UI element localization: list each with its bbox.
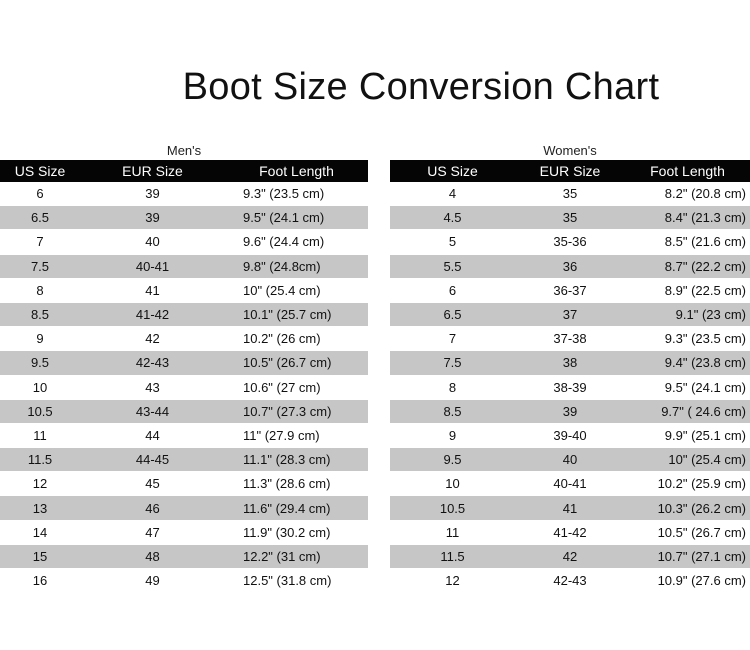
eur-size-cell: 43-44 <box>80 399 225 423</box>
eur-size-cell: 39 <box>80 182 225 206</box>
foot-length-cell: 8.9" (22.5 cm) <box>625 278 750 302</box>
table-row <box>390 278 750 302</box>
table-row <box>390 520 750 544</box>
table-row <box>0 206 368 230</box>
eur-size-cell: 41-42 <box>80 302 225 326</box>
foot-length-cell: 10.7" (27.3 cm) <box>225 399 368 423</box>
mens-size-table <box>0 160 368 593</box>
eur-size-cell: 36 <box>515 254 625 278</box>
womens-size-table <box>390 160 750 593</box>
eur-size-cell: 36-37 <box>515 278 625 302</box>
eur-size-cell: 46 <box>80 496 225 520</box>
womens-header-us-size: US Size <box>390 160 515 182</box>
table-row <box>0 351 368 375</box>
us-size-cell: 4.5 <box>390 206 515 230</box>
table-row <box>390 569 750 593</box>
foot-length-cell: 10.5" (26.7 cm) <box>625 520 750 544</box>
table-row <box>0 302 368 326</box>
foot-length-cell: 10.7" (27.1 cm) <box>625 544 750 568</box>
eur-size-cell: 45 <box>80 472 225 496</box>
us-size-cell: 10 <box>390 472 515 496</box>
eur-size-cell: 42-43 <box>515 569 625 593</box>
eur-size-cell: 40 <box>515 448 625 472</box>
table-row <box>0 496 368 520</box>
us-size-cell: 4 <box>390 182 515 206</box>
eur-size-cell: 48 <box>80 544 225 568</box>
us-size-cell: 16 <box>0 569 80 593</box>
us-size-cell: 10 <box>0 375 80 399</box>
us-size-cell: 8 <box>390 375 515 399</box>
table-row <box>390 448 750 472</box>
eur-size-cell: 41 <box>515 496 625 520</box>
table-row <box>0 182 368 206</box>
us-size-cell: 10.5 <box>0 399 80 423</box>
us-size-cell: 8 <box>0 278 80 302</box>
foot-length-cell: 10.6" (27 cm) <box>225 375 368 399</box>
table-row <box>0 569 368 593</box>
us-size-cell: 5 <box>390 230 515 254</box>
us-size-cell: 7.5 <box>0 254 80 278</box>
page-title: Boot Size Conversion Chart <box>182 66 660 108</box>
us-size-cell: 7 <box>390 327 515 351</box>
us-size-cell: 15 <box>0 544 80 568</box>
table-row <box>390 230 750 254</box>
mens-size-section <box>0 142 368 593</box>
table-row <box>390 327 750 351</box>
table-row <box>0 448 368 472</box>
mens-header-eur-size: EUR Size <box>80 160 225 182</box>
table-row <box>390 302 750 326</box>
us-size-cell: 6.5 <box>390 302 515 326</box>
us-size-cell: 12 <box>390 569 515 593</box>
eur-size-cell: 35 <box>515 182 625 206</box>
foot-length-cell: 10.1" (25.7 cm) <box>225 302 368 326</box>
table-row <box>390 472 750 496</box>
us-size-cell: 9.5 <box>390 448 515 472</box>
table-row <box>0 423 368 447</box>
foot-length-cell: 9.9" (25.1 cm) <box>625 423 750 447</box>
foot-length-cell: 11.9" (30.2 cm) <box>225 520 368 544</box>
womens-table-body <box>390 182 750 593</box>
foot-length-cell: 8.2" (20.8 cm) <box>625 182 750 206</box>
eur-size-cell: 41 <box>80 278 225 302</box>
womens-size-section <box>390 142 750 593</box>
foot-length-cell: 8.5" (21.6 cm) <box>625 230 750 254</box>
us-size-cell: 8.5 <box>390 399 515 423</box>
foot-length-cell: 10" (25.4 cm) <box>225 278 368 302</box>
eur-size-cell: 44-45 <box>80 448 225 472</box>
us-size-cell: 13 <box>0 496 80 520</box>
us-size-cell: 8.5 <box>0 302 80 326</box>
table-row <box>0 472 368 496</box>
table-row <box>0 230 368 254</box>
table-row <box>0 520 368 544</box>
foot-length-cell: 9.4" (23.8 cm) <box>625 351 750 375</box>
table-row <box>0 399 368 423</box>
table-row <box>390 351 750 375</box>
foot-length-cell: 9.5" (24.1 cm) <box>625 375 750 399</box>
us-size-cell: 6.5 <box>0 206 80 230</box>
foot-length-cell: 12.5" (31.8 cm) <box>225 569 368 593</box>
eur-size-cell: 39 <box>80 206 225 230</box>
table-row <box>390 254 750 278</box>
foot-length-cell: 9.3" (23.5 cm) <box>625 327 750 351</box>
us-size-cell: 11 <box>0 423 80 447</box>
us-size-cell: 11 <box>390 520 515 544</box>
foot-length-cell: 9.8" (24.8cm) <box>225 254 368 278</box>
eur-size-cell: 40-41 <box>80 254 225 278</box>
eur-size-cell: 35-36 <box>515 230 625 254</box>
table-row <box>390 544 750 568</box>
eur-size-cell: 37-38 <box>515 327 625 351</box>
mens-header-foot-length: Foot Length <box>225 160 368 182</box>
mens-table-header-row <box>0 160 368 182</box>
table-row <box>390 399 750 423</box>
table-row <box>0 278 368 302</box>
eur-size-cell: 37 <box>515 302 625 326</box>
foot-length-cell: 9.7" ( 24.6 cm) <box>625 399 750 423</box>
foot-length-cell: 10" (25.4 cm) <box>625 448 750 472</box>
foot-length-cell: 10.2" (26 cm) <box>225 327 368 351</box>
eur-size-cell: 40-41 <box>515 472 625 496</box>
eur-size-cell: 42 <box>515 544 625 568</box>
us-size-cell: 7.5 <box>390 351 515 375</box>
foot-length-cell: 11" (27.9 cm) <box>225 423 368 447</box>
foot-length-cell: 12.2" (31 cm) <box>225 544 368 568</box>
foot-length-cell: 8.4" (21.3 cm) <box>625 206 750 230</box>
eur-size-cell: 38-39 <box>515 375 625 399</box>
us-size-cell: 14 <box>0 520 80 544</box>
eur-size-cell: 42-43 <box>80 351 225 375</box>
foot-length-cell: 9.6" (24.4 cm) <box>225 230 368 254</box>
eur-size-cell: 41-42 <box>515 520 625 544</box>
mens-header-us-size: US Size <box>0 160 80 182</box>
us-size-cell: 11.5 <box>390 544 515 568</box>
eur-size-cell: 43 <box>80 375 225 399</box>
foot-length-cell: 10.9" (27.6 cm) <box>625 569 750 593</box>
foot-length-cell: 9.5" (24.1 cm) <box>225 206 368 230</box>
foot-length-cell: 11.3" (28.6 cm) <box>225 472 368 496</box>
womens-section-label: Women's <box>543 143 597 158</box>
eur-size-cell: 40 <box>80 230 225 254</box>
foot-length-cell: 10.3" (26.2 cm) <box>625 496 750 520</box>
us-size-cell: 11.5 <box>0 448 80 472</box>
foot-length-cell: 11.6" (29.4 cm) <box>225 496 368 520</box>
us-size-cell: 10.5 <box>390 496 515 520</box>
table-row <box>390 182 750 206</box>
table-row <box>0 375 368 399</box>
table-row <box>390 423 750 447</box>
us-size-cell: 5.5 <box>390 254 515 278</box>
us-size-cell: 9 <box>390 423 515 447</box>
foot-length-cell: 10.5" (26.7 cm) <box>225 351 368 375</box>
table-row <box>390 375 750 399</box>
womens-table-header-row <box>390 160 750 182</box>
mens-table-body <box>0 182 368 593</box>
foot-length-cell: 10.2" (25.9 cm) <box>625 472 750 496</box>
table-row <box>0 254 368 278</box>
foot-length-cell: 9.1" (23 cm) <box>625 302 750 326</box>
table-row <box>0 327 368 351</box>
table-row <box>390 496 750 520</box>
us-size-cell: 6 <box>0 182 80 206</box>
womens-header-foot-length: Foot Length <box>625 160 750 182</box>
us-size-cell: 12 <box>0 472 80 496</box>
us-size-cell: 9.5 <box>0 351 80 375</box>
us-size-cell: 9 <box>0 327 80 351</box>
table-row <box>390 206 750 230</box>
womens-header-eur-size: EUR Size <box>515 160 625 182</box>
eur-size-cell: 39 <box>515 399 625 423</box>
eur-size-cell: 35 <box>515 206 625 230</box>
us-size-cell: 6 <box>390 278 515 302</box>
foot-length-cell: 8.7" (22.2 cm) <box>625 254 750 278</box>
foot-length-cell: 9.3" (23.5 cm) <box>225 182 368 206</box>
eur-size-cell: 39-40 <box>515 423 625 447</box>
eur-size-cell: 47 <box>80 520 225 544</box>
us-size-cell: 7 <box>0 230 80 254</box>
table-row <box>0 544 368 568</box>
eur-size-cell: 42 <box>80 327 225 351</box>
foot-length-cell: 11.1" (28.3 cm) <box>225 448 368 472</box>
eur-size-cell: 38 <box>515 351 625 375</box>
mens-section-label: Men's <box>166 143 202 158</box>
eur-size-cell: 49 <box>80 569 225 593</box>
eur-size-cell: 44 <box>80 423 225 447</box>
